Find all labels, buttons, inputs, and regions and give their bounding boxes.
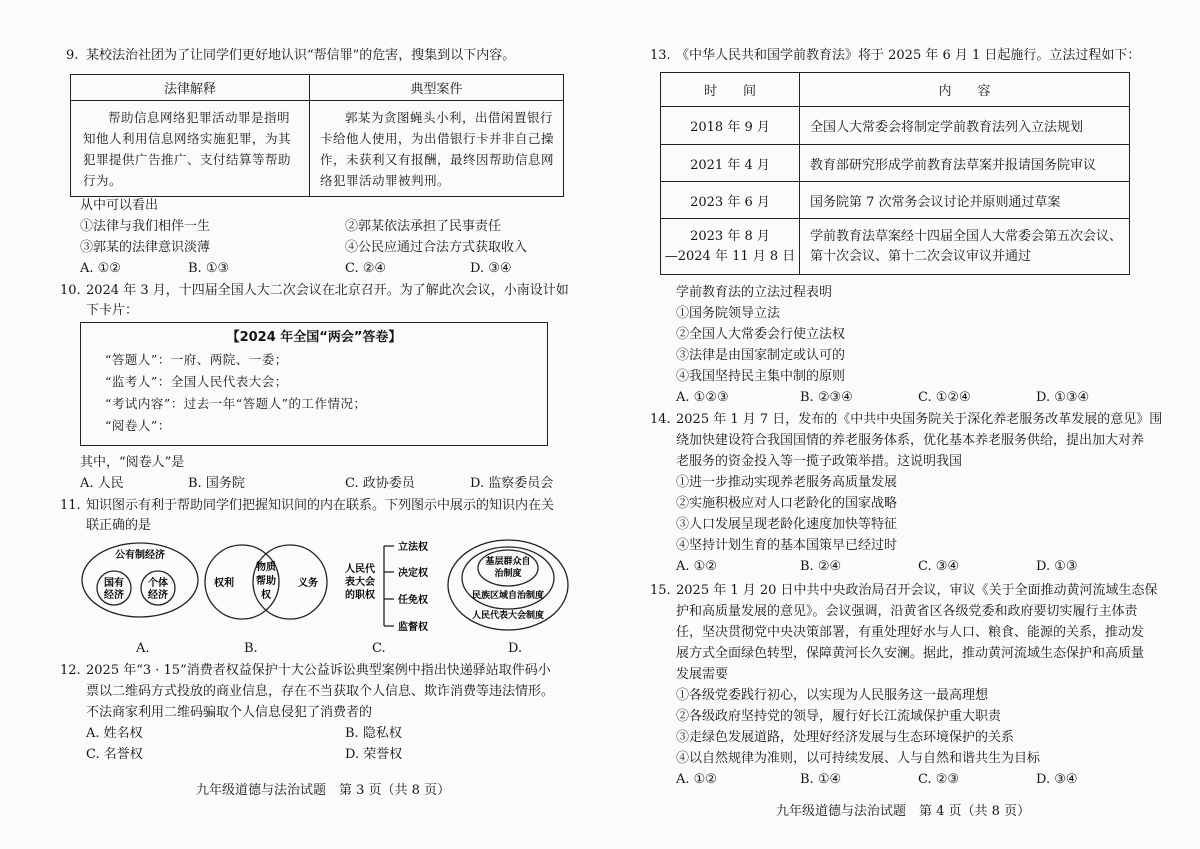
q9-number: 9.	[66, 48, 79, 63]
q13-lead: 学前教育法的立法过程表明	[676, 285, 833, 300]
q9-statement: ④公民应通过合法方式获取收入	[345, 240, 528, 255]
q10-stem-line: 下卡片：	[86, 303, 139, 318]
diagram-b-right-label: 义务	[298, 578, 318, 589]
page-footer: 九年级道德与法治试题 第 3 页（共 8 页）	[196, 783, 451, 798]
q9-statement: ①法律与我们相伴一生	[80, 219, 211, 234]
q13-statement: ①国务院领导立法	[676, 306, 781, 321]
q13-content-line: 第十次会议、第十二次会议审议并通过	[810, 248, 1032, 264]
q12-number: 12.	[60, 663, 81, 678]
q11-diagram-a	[80, 540, 200, 620]
q14-statement: ③人口发展呈现老龄化速度加快等特征	[676, 517, 898, 532]
q11-option-d[interactable]: D.	[508, 641, 523, 656]
diagram-b-mid-label: 物质	[256, 562, 276, 573]
q13-table-header: 时 间	[661, 73, 800, 107]
q9-option-d[interactable]: D. ③④	[470, 261, 512, 276]
q10-card-line: “阅卷人”：	[105, 418, 171, 433]
q14-stem-line: 老服务的资金投入等一揽子政策举措。这说明我国	[676, 454, 963, 469]
q10-option-d[interactable]: D. 监察委员会	[470, 476, 554, 491]
q14-option-b[interactable]: B. ②④	[800, 559, 842, 574]
q9-table-header: 法律解释	[71, 75, 310, 101]
q13-stem: 《中华人民共和国学前教育法》将于 2025 年 6 月 1 日起施行。立法过程如下：	[676, 48, 1141, 63]
q14-option-a[interactable]: A. ①②	[676, 559, 717, 574]
q12-option-a[interactable]: A. 姓名权	[86, 726, 143, 741]
diagram-a-outer-label: 公有制经济	[115, 550, 165, 561]
q10-option-a[interactable]: A. 人民	[80, 476, 124, 491]
q11-stem-line: 联正确的是	[86, 518, 152, 533]
diagram-a-inner-label: 个体	[148, 578, 168, 589]
q11-diagram-c	[340, 538, 444, 634]
q11-option-b[interactable]: B.	[244, 641, 258, 656]
q13-statement: ④我国坚持民主集中制的原则	[676, 369, 846, 384]
q14-stem-line: 2025 年 1 月 7 日，发布的《中共中央国务院关于深化养老服务改革发展的意见》围	[676, 412, 1163, 427]
q11-diagram-d	[446, 538, 570, 632]
q12-stem-line: 2025 年“3 · 15”消费者权益保护十大公益诉讼典型案例中指出快递驿站取件码小	[86, 663, 551, 678]
q13-time-cell: 2021 年 4 月	[661, 145, 800, 182]
diagram-d-middle-label: 民族区域自治制度	[471, 591, 545, 601]
q14-number: 14.	[650, 412, 671, 427]
q10-stem-line: 2024 年 3 月，十四届全国人大二次会议在北京召开。为了解此次会议，小南设计如	[86, 283, 569, 298]
q11-diagram-b	[196, 540, 338, 620]
diagram-d-inner-label: 基层群众自	[485, 557, 531, 567]
q9-option-c[interactable]: C. ②④	[345, 261, 387, 276]
q12-stem-line: 票以二维码方式投放的商业信息，存在不当获取个人信息、欺诈消费等违法情形。	[86, 684, 555, 699]
q12-option-b[interactable]: B. 隐私权	[345, 726, 402, 741]
q15-statement: ③走绿色发展道路，处理好经济发展与生态环境保护的关系	[676, 730, 1015, 745]
q13-option-b[interactable]: B. ②③④	[800, 390, 853, 405]
q13-statement: ②全国人大常委会行使立法权	[676, 327, 846, 342]
q9-statement: ②郭某依法承担了民事责任	[345, 219, 502, 234]
q13-option-d[interactable]: D. ①③④	[1036, 390, 1090, 405]
q12-option-d[interactable]: D. 荣誉权	[345, 747, 403, 762]
q13-content-cell	[800, 219, 1130, 275]
table-row	[661, 107, 1130, 145]
page-footer: 九年级道德与法治试题 第 4 页（共 8 页）	[776, 804, 1031, 819]
q10-card-line: “考试内容”：过去一年“答题人”的工作情况；	[105, 396, 367, 411]
q13-time-line: —2024 年 11 月 8 日	[664, 248, 796, 264]
q9-lead: 从中可以看出	[80, 198, 159, 213]
q15-statement: ②各级政府坚持党的领导，履行好长江流域保护重大职责	[676, 709, 1002, 724]
q11-stem-line: 知识图示有利于帮助同学们把握知识间的内在联系。下列图示中展示的知识内在关	[86, 498, 555, 513]
table-row	[661, 182, 1130, 219]
q14-option-d[interactable]: D. ①③	[1036, 559, 1078, 574]
diagram-a-inner-label: 经济	[104, 590, 124, 601]
q13-content-cell: 全国人大常委会将制定学前教育法列入立法规划	[800, 107, 1130, 145]
diagram-b-mid-label: 帮助	[256, 576, 276, 587]
q13-time-cell: 2018 年 9 月	[661, 107, 800, 145]
q13-time-line: 2023 年 8 月	[690, 228, 770, 244]
diagram-b-mid-label: 权	[261, 590, 271, 601]
q9-table-cell: 帮助信息网络犯罪活动罪是指明知他人利用信息网络实施犯罪，为其犯罪提供广告推广、支付结算等帮助行为。	[71, 101, 310, 197]
q15-statement: ④以自然规律为准则，以可持续发展、人与自然和谐共生为目标	[676, 751, 1041, 766]
q15-stem-line: 任，坚决贯彻党中央决策部署，有重处理好水与人口、粮食、能源的关系，推动发	[676, 625, 1145, 640]
q13-time-cell: 2023 年 6 月	[661, 182, 800, 219]
q11-option-a[interactable]: A.	[136, 641, 150, 656]
q14-option-c[interactable]: C. ③④	[918, 559, 960, 574]
q10-question: 其中，“阅卷人”是	[80, 455, 185, 470]
q14-stem-line: 绕加快建设符合我国国情的养老服务体系，优化基本养老服务供给，提出加大对养	[676, 433, 1145, 448]
q15-statement: ①各级党委践行初心，以实现为人民服务这一最高理想	[676, 688, 989, 703]
diagram-b-left-label: 权利	[214, 578, 234, 589]
q10-card-line: “答题人”：一府、两院、一委；	[105, 352, 288, 367]
q13-table-header: 内 容	[800, 73, 1130, 107]
q13-option-c[interactable]: C. ①②④	[918, 390, 971, 405]
q13-option-a[interactable]: A. ①②③	[676, 390, 729, 405]
q15-option-d[interactable]: D. ③④	[1036, 772, 1078, 787]
q15-number: 15.	[650, 583, 671, 598]
table-row	[661, 219, 1130, 275]
diagram-d-outer-label: 人民代表大会制度	[471, 611, 545, 621]
diagram-d-inner-label: 治制度	[494, 569, 522, 579]
q15-option-c[interactable]: C. ②③	[918, 772, 960, 787]
q14-statement: ②实施积极应对人口老龄化的国家战略	[676, 496, 898, 511]
q13-time-cell	[661, 219, 800, 275]
q9-option-b[interactable]: B. ①③	[188, 261, 230, 276]
diagram-a-inner-label: 国有	[104, 578, 124, 589]
q9-table-cell: 郭某为贪图蝇头小利，出借闲置银行卡给他人使用，为出借银行卡并非自己操作，未获利又有报酬，最终因帮助信息网络犯罪活动罪被判刑。	[310, 101, 564, 197]
diagram-a-inner-label: 经济	[148, 590, 168, 601]
q15-stem-line: 展方式全面绿色转型，保障黄河长久安澜。据此，推动黄河流域生态保护和高质量	[676, 646, 1145, 661]
q13-table	[660, 72, 1130, 275]
q9-option-a[interactable]: A. ①②	[80, 261, 121, 276]
q10-card	[80, 322, 548, 446]
right-page	[600, 0, 1200, 849]
q12-option-c[interactable]: C. 名誉权	[86, 747, 143, 762]
diagram-c-root-label: 表大会	[345, 577, 375, 588]
q15-option-b[interactable]: B. ①④	[800, 772, 842, 787]
diagram-c-item: 监督权	[398, 622, 428, 633]
diagram-c-item: 任免权	[398, 595, 428, 606]
q15-stem-line: 发展需要	[676, 667, 729, 682]
q9-statement: ③郭某的法律意识淡薄	[80, 240, 211, 255]
q14-statement: ①进一步推动实现养老服务高质量发展	[676, 475, 898, 490]
diagram-c-item: 立法权	[398, 542, 428, 553]
q10-option-c[interactable]: C. 政协委员	[345, 476, 415, 491]
q10-card-line: “监考人”：全国人民代表大会；	[105, 374, 288, 389]
q9-table-header: 典型案件	[310, 75, 564, 101]
q15-stem-line: 护和高质量发展的意见》。会议强调，沿黄省区各级党委和政府要切实履行主体责	[676, 604, 1138, 619]
diagram-c-item: 决定权	[398, 568, 428, 579]
q11-option-c[interactable]: C.	[372, 641, 386, 656]
q15-stem-line: 2025 年 1 月 20 日中共中央政治局召开会议，审议《关于全面推动黄河流域生态保	[676, 583, 1158, 598]
diagram-c-root-label: 的职权	[345, 590, 375, 601]
q12-stem-line: 不法商家利用二维码骗取个人信息侵犯了消费者的	[86, 705, 373, 720]
q9-table	[70, 74, 564, 197]
diagram-c-root-label: 人民代	[345, 564, 375, 575]
q9-stem: 某校法治社团为了让同学们更好地认识“帮信罪”的危害，搜集到以下内容。	[86, 48, 516, 63]
q14-statement: ④坚持计划生育的基本国策早已经过时	[676, 538, 898, 553]
q13-number: 13.	[650, 48, 671, 63]
q13-content-line: 学前教育法草案经十四届全国人大常委会第五次会议、	[810, 228, 1123, 244]
q13-content-cell: 国务院第 7 次常务会议讨论并原则通过草案	[800, 182, 1130, 219]
q13-content-cell: 教育部研究形成学前教育法草案并报请国务院审议	[800, 145, 1130, 182]
q11-number: 11.	[60, 498, 81, 513]
q13-statement: ③法律是由国家制定或认可的	[676, 348, 846, 363]
q10-number: 10.	[60, 283, 81, 298]
table-row	[661, 145, 1130, 182]
q10-card-title: 【2024 年全国“两会”答卷】	[226, 330, 402, 345]
q15-option-a[interactable]: A. ①②	[676, 772, 717, 787]
q10-option-b[interactable]: B. 国务院	[188, 476, 245, 491]
